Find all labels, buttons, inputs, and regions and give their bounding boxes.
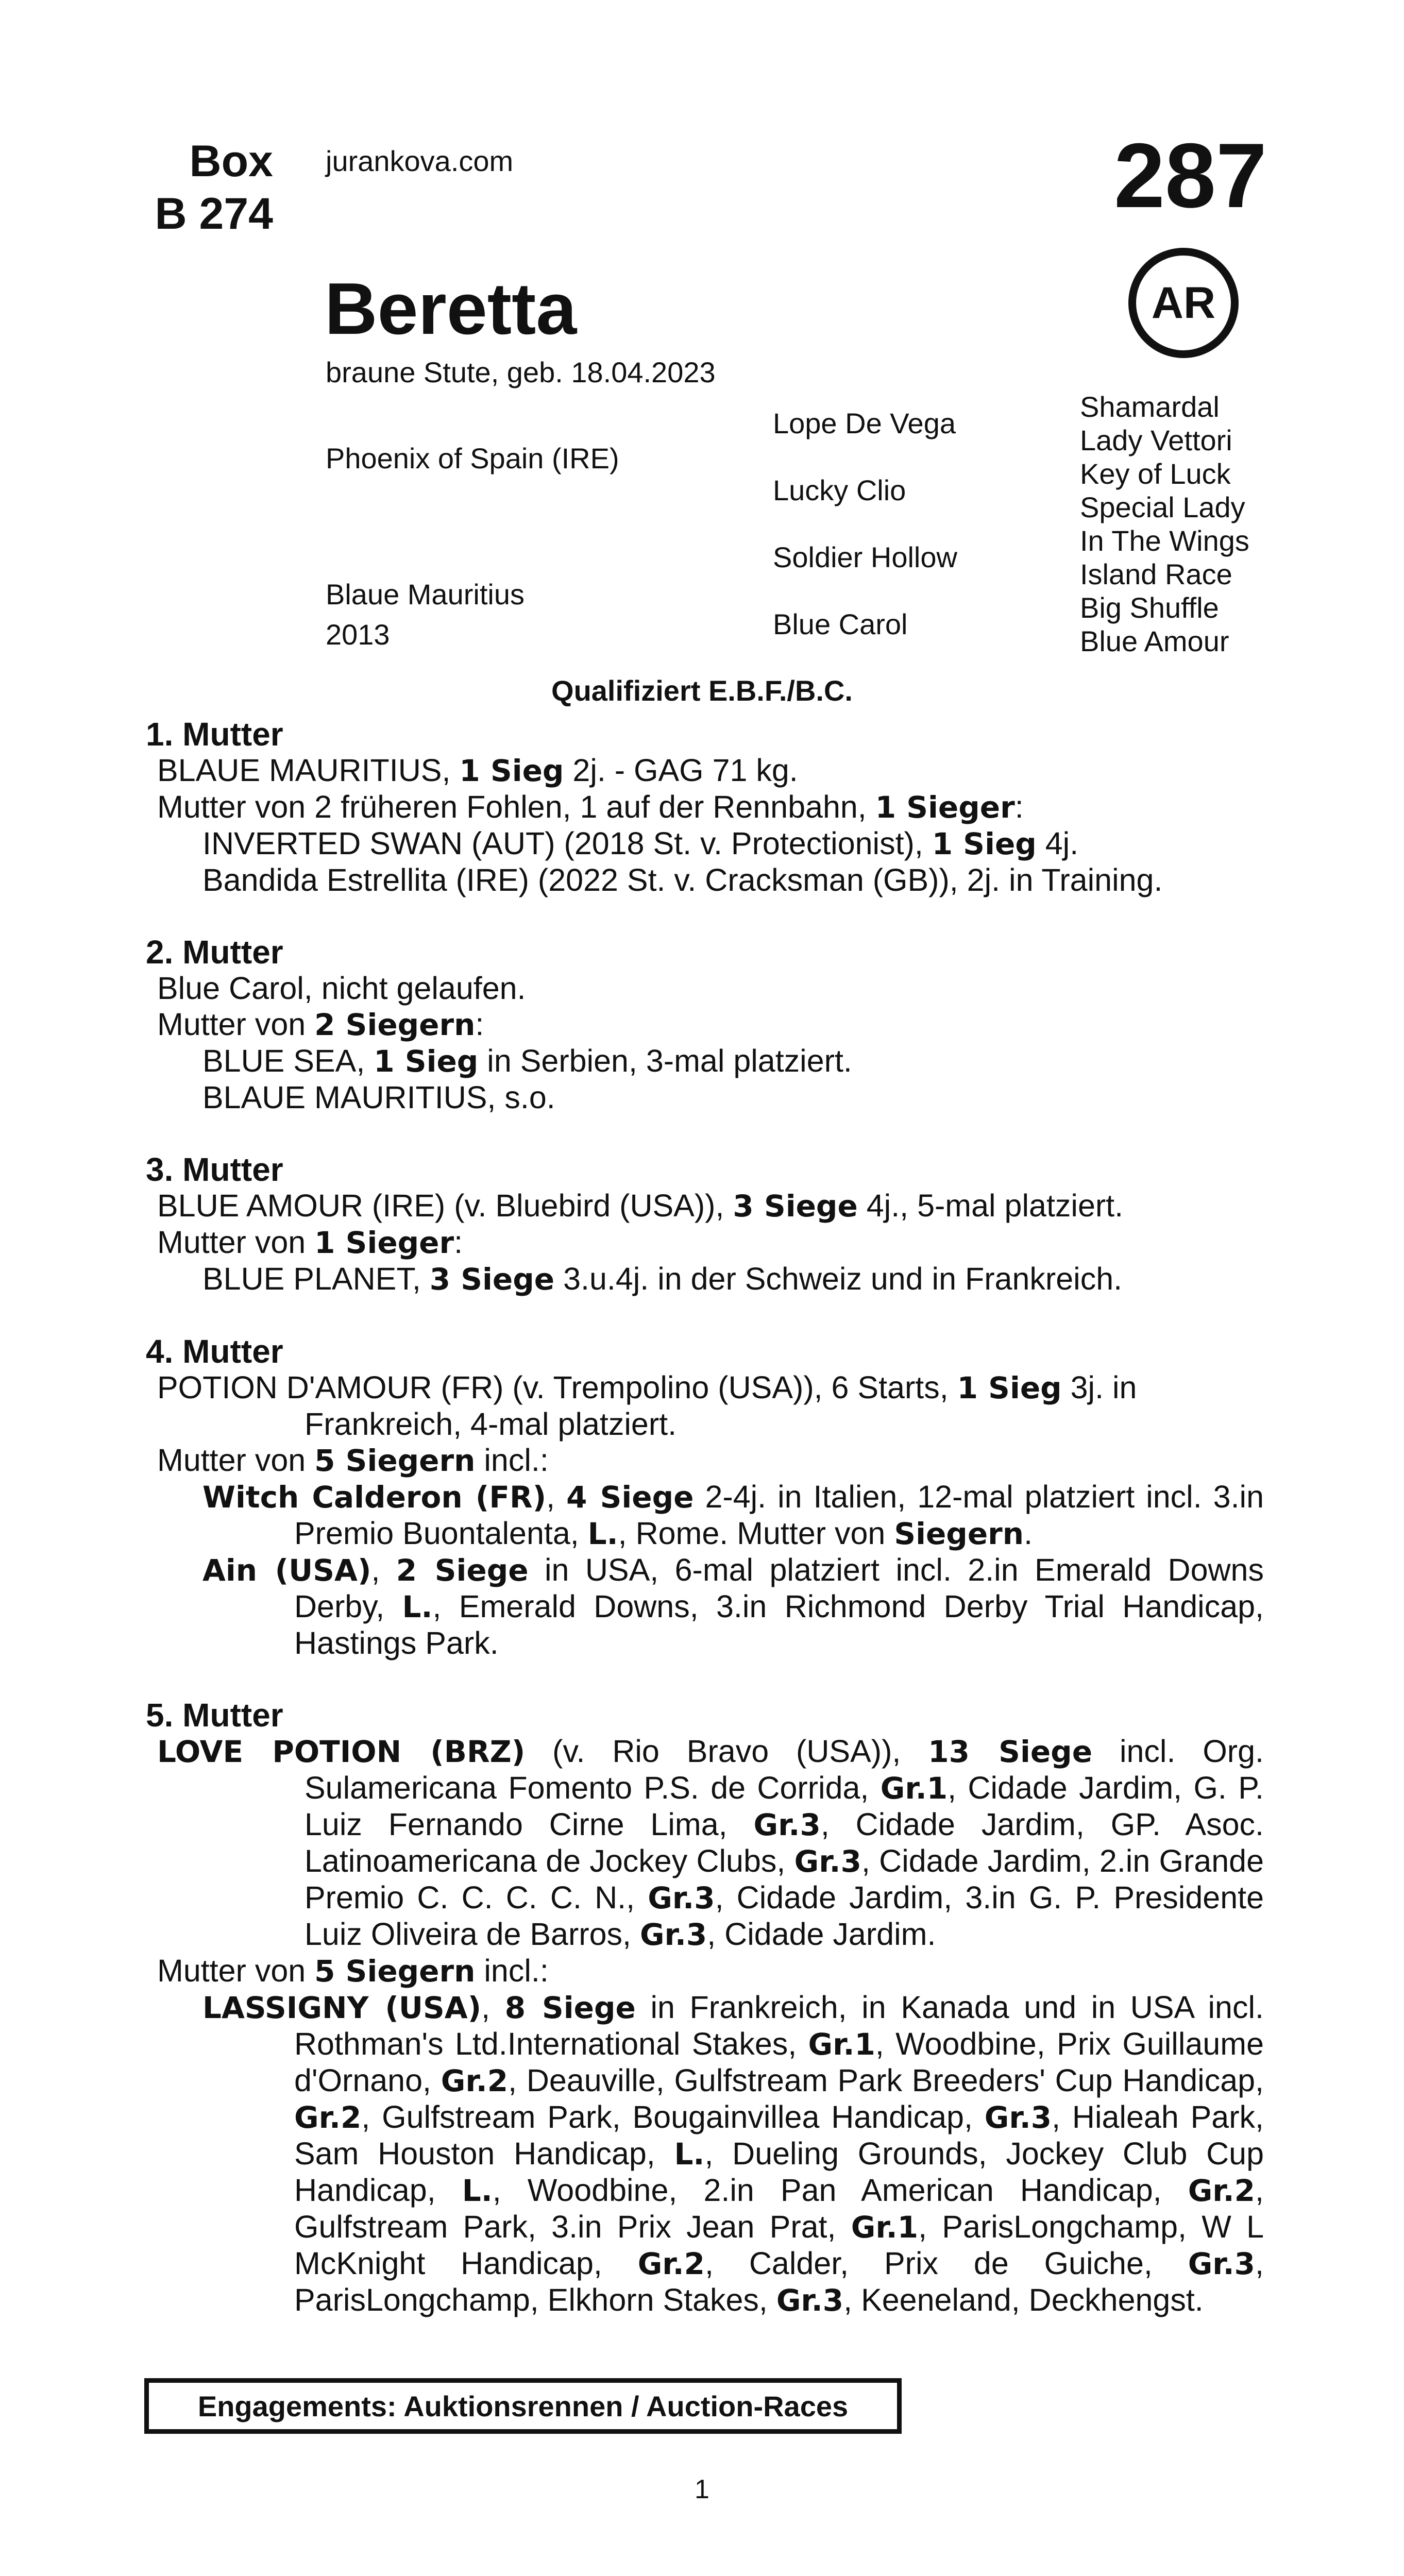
- box-label: [103, 135, 273, 240]
- section-5-mutter: [146, 1697, 1264, 2318]
- pedigree-gen3-item: In The Wings: [1080, 524, 1249, 557]
- produce-summary: Mutter von 2 früheren Fohlen, 1 auf der Rennbahn, 1 Sieger:: [157, 789, 1024, 825]
- dam-line: Blue Carol, nicht gelaufen.: [157, 971, 526, 1006]
- box-label-line2: B 274: [155, 189, 273, 239]
- section-title: 4. Mutter: [146, 1333, 283, 1370]
- produce-item: INVERTED SWAN (AUT) (2018 St. v. Protectionist), 1 Sieg 4j.: [202, 826, 1079, 861]
- box-label-line1: Box: [189, 137, 273, 186]
- section-title: 1. Mutter: [146, 716, 283, 753]
- pedigree-gen3-item: Big Shuffle: [1080, 591, 1219, 624]
- dam-line: BLUE AMOUR (IRE) (v. Bluebird (USA)), 3 Siege 4j., 5-mal platziert.: [157, 1188, 1124, 1224]
- engagements-box: [144, 2378, 902, 2434]
- produce-item: Ain (USA), 2 Siege in USA, 6-mal platziert incl. 2.in Emerald Downs Derby, L., Emerald Downs, 3.in Richmond Derby Trial Handicap, Hastings Park.: [202, 1552, 1264, 1660]
- dam-line: BLAUE MAURITIUS, 1 Sieg 2j. - GAG 71 kg.: [157, 753, 798, 788]
- engagements-label: Engagements: Auktionsrennen / Auction-Races: [197, 2389, 849, 2422]
- section-title: 3. Mutter: [146, 1151, 283, 1188]
- produce-item: Witch Calderon (FR), 4 Siege 2-4j. in Italien, 12-mal platziert incl. 3.in Premio Buontalenta, L., Rome. Mutter von Siegern.: [202, 1479, 1264, 1551]
- pedigree-gen2-item: Blue Carol: [773, 608, 908, 640]
- pedigree-gen3-item: Island Race: [1080, 558, 1232, 590]
- dam-line: LOVE POTION (BRZ) (v. Rio Bravo (USA)), 13 Siege incl. Org. Sulamericana Fomento P.S. de Corrida, Gr.1, Cidade Jardim, G. P. Luiz Fernando Cirne Lima, Gr.3, Cidade Jardim, GP. Asoc. Latinoamericana de Jockey Clubs, Gr.3, Cidade Jardim, 2.in Grande Premio C. C. C. C. N., Gr.3, Cidade Jardim, 3.in G. P. Presidente Luiz Oliveira de Barros, Gr.3, Cidade Jardim.: [157, 1734, 1264, 1952]
- dam-line: POTION D'AMOUR (FR) (v. Trempolino (USA)), 6 Starts, 1 Sieg 3j. in Frankreich, 4-mal platziert.: [157, 1370, 1137, 1442]
- produce-item: LASSIGNY (USA), 8 Siege in Frankreich, in Kanada und in USA incl. Rothman's Ltd.International Stakes, Gr.1, Woodbine, Prix Guillaume d'Ornano, Gr.2, Deauville, Gulfstream Park Breeders' Cup Handicap, Gr.2, Gulfstream Park, Bougainvillea Handicap, Gr.3, Hialeah Park, Sam Houston Handicap, L., Dueling Grounds, Jockey Club Cup Handicap, L., Woodbine, 2.in Pan American Handicap, Gr.2, Gulfstream Park, 3.in Prix Jean Prat, Gr.1, ParisLongchamp, W L McKnight Handicap, Gr.2, Calder, Prix de Guiche, Gr.3, ParisLongchamp, Elkhorn Stakes, Gr.3, Keeneland, Deckhengst.: [202, 1990, 1264, 2318]
- pedigree-dam: Blaue Mauritius: [326, 578, 525, 611]
- horse-description: braune Stute, geb. 18.04.2023: [326, 356, 716, 388]
- section-title: 5. Mutter: [146, 1697, 283, 1734]
- section-4-mutter: [146, 1333, 1264, 1661]
- pedigree-gen2-item: Lope De Vega: [773, 407, 956, 439]
- pedigree-gen3-item: Lady Vettori: [1080, 424, 1232, 456]
- pedigree-gen3-item: Blue Amour: [1080, 625, 1229, 657]
- produce-item: BLAUE MAURITIUS, s.o.: [202, 1080, 555, 1115]
- produce-item: BLUE SEA, 1 Sieg in Serbien, 3-mal platziert.: [202, 1043, 852, 1079]
- section-1-mutter: [146, 716, 1264, 898]
- produce-summary: Mutter von 2 Siegern:: [157, 1007, 484, 1042]
- section-3-mutter: [146, 1151, 1264, 1297]
- qualification-note: Qualifiziert E.B.F./B.C.: [551, 674, 853, 707]
- family-sections: [146, 716, 1264, 2354]
- pedigree-gen2-item: Lucky Clio: [773, 474, 906, 506]
- section-title: 2. Mutter: [146, 934, 283, 971]
- pedigree-sire: Phoenix of Spain (IRE): [326, 442, 619, 474]
- produce-item: BLUE PLANET, 3 Siege 3.u.4j. in der Schweiz und in Frankreich.: [202, 1261, 1123, 1297]
- pedigree-gen3-item: Shamardal: [1080, 391, 1220, 423]
- horse-name: Beretta: [325, 268, 577, 350]
- section-2-mutter: [146, 934, 1264, 1115]
- pedigree-gen2-item: Soldier Hollow: [773, 541, 957, 573]
- pedigree-gen3-item: Key of Luck: [1080, 457, 1231, 490]
- produce-summary: Mutter von 5 Siegern incl.:: [157, 1443, 549, 1478]
- produce-item: Bandida Estrellita (IRE) (2022 St. v. Cracksman (GB)), 2j. in Training.: [202, 862, 1163, 897]
- produce-summary: Mutter von 5 Siegern incl.:: [157, 1953, 549, 1989]
- ar-badge-label: AR: [1151, 278, 1216, 328]
- ar-badge-icon: [1128, 248, 1239, 358]
- pedigree-dam-year: 2013: [326, 618, 390, 651]
- pedigree-gen3-item: Special Lady: [1080, 491, 1245, 523]
- page-number: 1: [695, 2475, 709, 2504]
- lot-number: 287: [1114, 124, 1267, 227]
- produce-summary: Mutter von 1 Sieger:: [157, 1225, 463, 1260]
- website-link[interactable]: jurankova.com: [326, 145, 514, 177]
